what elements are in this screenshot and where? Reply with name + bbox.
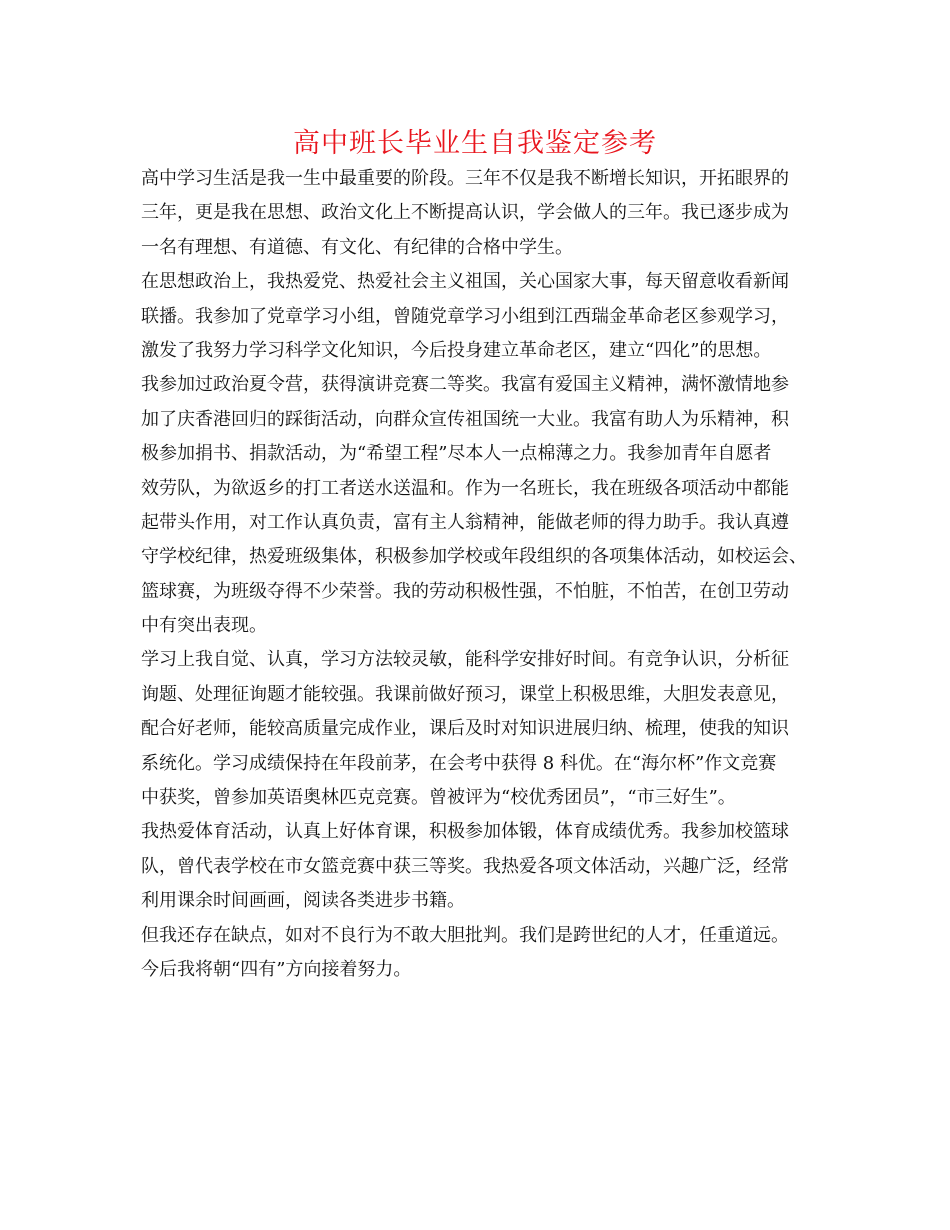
text-line: 队，曾代表学校在市女篮竞赛中获三等奖。我热爱各项文体活动，兴趣广泛，经常 <box>141 855 789 877</box>
text-line: 效劳队，为欲返乡的打工者送水送温和。作为一名班长，我在班级各项活动中都能 <box>141 477 789 499</box>
text-line: 询题、处理征询题才能较强。我课前做好预习，课堂上积极思维，大胆发表意见， <box>141 683 789 705</box>
text-line: 中有突出表现。 <box>141 615 267 637</box>
text-line: 学习上我自觉、认真，学习方法较灵敏，能科学安排好时间。有竞争认识，分析征 <box>141 649 789 671</box>
text-line: 一名有理想、有道德、有文化、有纪律的合格中学生。 <box>141 236 573 258</box>
text-line: 我参加过政治夏令营，获得演讲竞赛二等奖。我富有爱国主义精神，满怀激情地参 <box>141 374 789 396</box>
text-line: 利用课余时间画画，阅读各类进步书籍。 <box>141 890 465 912</box>
text-line: 系统化。学习成绩保持在年段前茅，在会考中获得 8 科优。在“海尔杯”作文竞赛 <box>141 752 777 774</box>
text-line: 我热爱体育活动，认真上好体育课，积极参加体锻，体育成绩优秀。我参加校篮球 <box>141 821 789 843</box>
text-line: 联播。我参加了党章学习小组，曾随党章学习小组到江西瑞金革命老区参观学习， <box>141 305 789 327</box>
text-line: 守学校纪律，热爱班级集体，积极参加学校或年段组织的各项集体活动，如校运会、 <box>141 546 807 568</box>
text-line: 在思想政治上，我热爱党、热爱社会主义祖国，关心国家大事，每天留意收看新闻 <box>141 271 789 293</box>
text-line: 中获奖，曾参加英语奥林匹克竞赛。曾被评为“校优秀团员”，“市三好生”。 <box>141 787 736 809</box>
text-line: 起带头作用，对工作认真负责，富有主人翁精神，能做老师的得力助手。我认真遵 <box>141 511 789 533</box>
text-line: 配合好老师，能较高质量完成作业，课后及时对知识进展归纳、梳理，使我的知识 <box>141 718 789 740</box>
text-line: 加了庆香港回归的踩街活动，向群众宣传祖国统一大业。我富有助人为乐精神，积 <box>141 408 789 430</box>
text-line: 激发了我努力学习科学文化知识，今后投身建立革命老区，建立“四化”的思想。 <box>141 339 772 361</box>
text-line: 但我还存在缺点，如对不良行为不敢大胆批判。我们是跨世纪的人才，任重道远。 <box>141 924 789 946</box>
text-line: 高中学习生活是我一生中最重要的阶段。三年不仅是我不断增长知识，开拓眼界的 <box>141 168 789 189</box>
text-line: 三年，更是我在思想、政治文化上不断提高认识，学会做人的三年。我已逐步成为 <box>141 202 789 224</box>
document-body <box>141 162 821 987</box>
text-line: 篮球赛，为班级夺得不少荣誉。我的劳动积极性强，不怕脏，不怕苦，在创卫劳动 <box>141 580 789 602</box>
text-line: 极参加捐书、捐款活动，为“希望工程”尽本人一点棉薄之力。我参加青年自愿者 <box>141 443 772 465</box>
text-line: 今后我将朝“四有”方向接着努力。 <box>141 958 412 980</box>
document-title: 高中班长毕业生自我鉴定参考 <box>293 128 657 159</box>
